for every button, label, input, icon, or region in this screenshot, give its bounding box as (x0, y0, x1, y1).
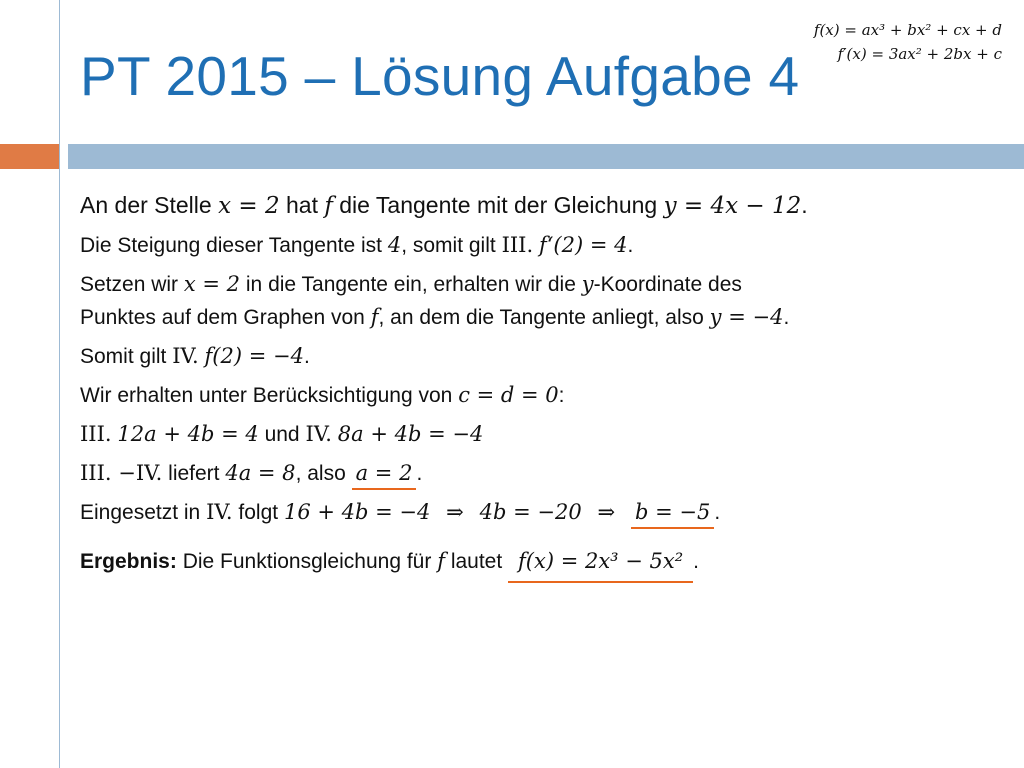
result-a-underlined: a = 2 (352, 461, 417, 490)
line-tangent-given: An der Stelle x = 2 hat f die Tangente mit der Gleichung y = 4x − 12. (80, 192, 808, 219)
solution-content (80, 186, 1010, 578)
line-solve-b: Eingesetzt in IV. folgt 16 + 4b = −4 ⇒ 4b = −20 ⇒ b = −5 . (80, 496, 1010, 529)
line-condition-iv: Somit gilt IV. f(2) = −4. (80, 344, 310, 368)
result-label: Ergebnis: (80, 550, 177, 573)
line-slope: Die Steigung dieser Tangente ist 4, somit gilt III. f‘(2) = 4. (80, 233, 634, 257)
final-function-underlined: f(x) = 2x³ − 5x² (508, 549, 693, 583)
slide-title: PT 2015 – Lösung Aufgabe 4 (80, 45, 800, 107)
left-vertical-rule (59, 0, 60, 768)
line-solve-a: III. −IV. liefert 4a = 8, also a = 2 . (80, 457, 1010, 490)
line-c-d-zero: Wir erhalten unter Berücksichtigung von c = d = 0: (80, 383, 565, 407)
line-result: Ergebnis: Die Funktionsgleichung für f lautet f(x) = 2x³ − 5x² . (80, 545, 1010, 578)
derivative-formula: f′(x) = 3ax² + 2bx + c (837, 45, 1002, 63)
orange-accent-bar (0, 144, 59, 169)
line-equation-system: III. 12a + 4b = 4 und IV. 8a + 4b = −4 (80, 422, 484, 446)
function-formula: f(x) = ax³ + bx² + cx + d (813, 21, 1002, 39)
blue-divider-bar (68, 144, 1024, 169)
function-formulas (814, 18, 1002, 66)
implies-arrow: ⇒ (446, 500, 464, 524)
result-b-underlined: b = −5 (631, 500, 714, 529)
line-point-coordinate: Punktes auf dem Graphen von f, an dem die Tangente anliegt, also y = −4. (80, 305, 790, 329)
line-insert-x: Setzen wir x = 2 in die Tangente ein, erhalten wir die y-Koordinate des (80, 272, 742, 296)
implies-arrow: ⇒ (597, 500, 616, 524)
